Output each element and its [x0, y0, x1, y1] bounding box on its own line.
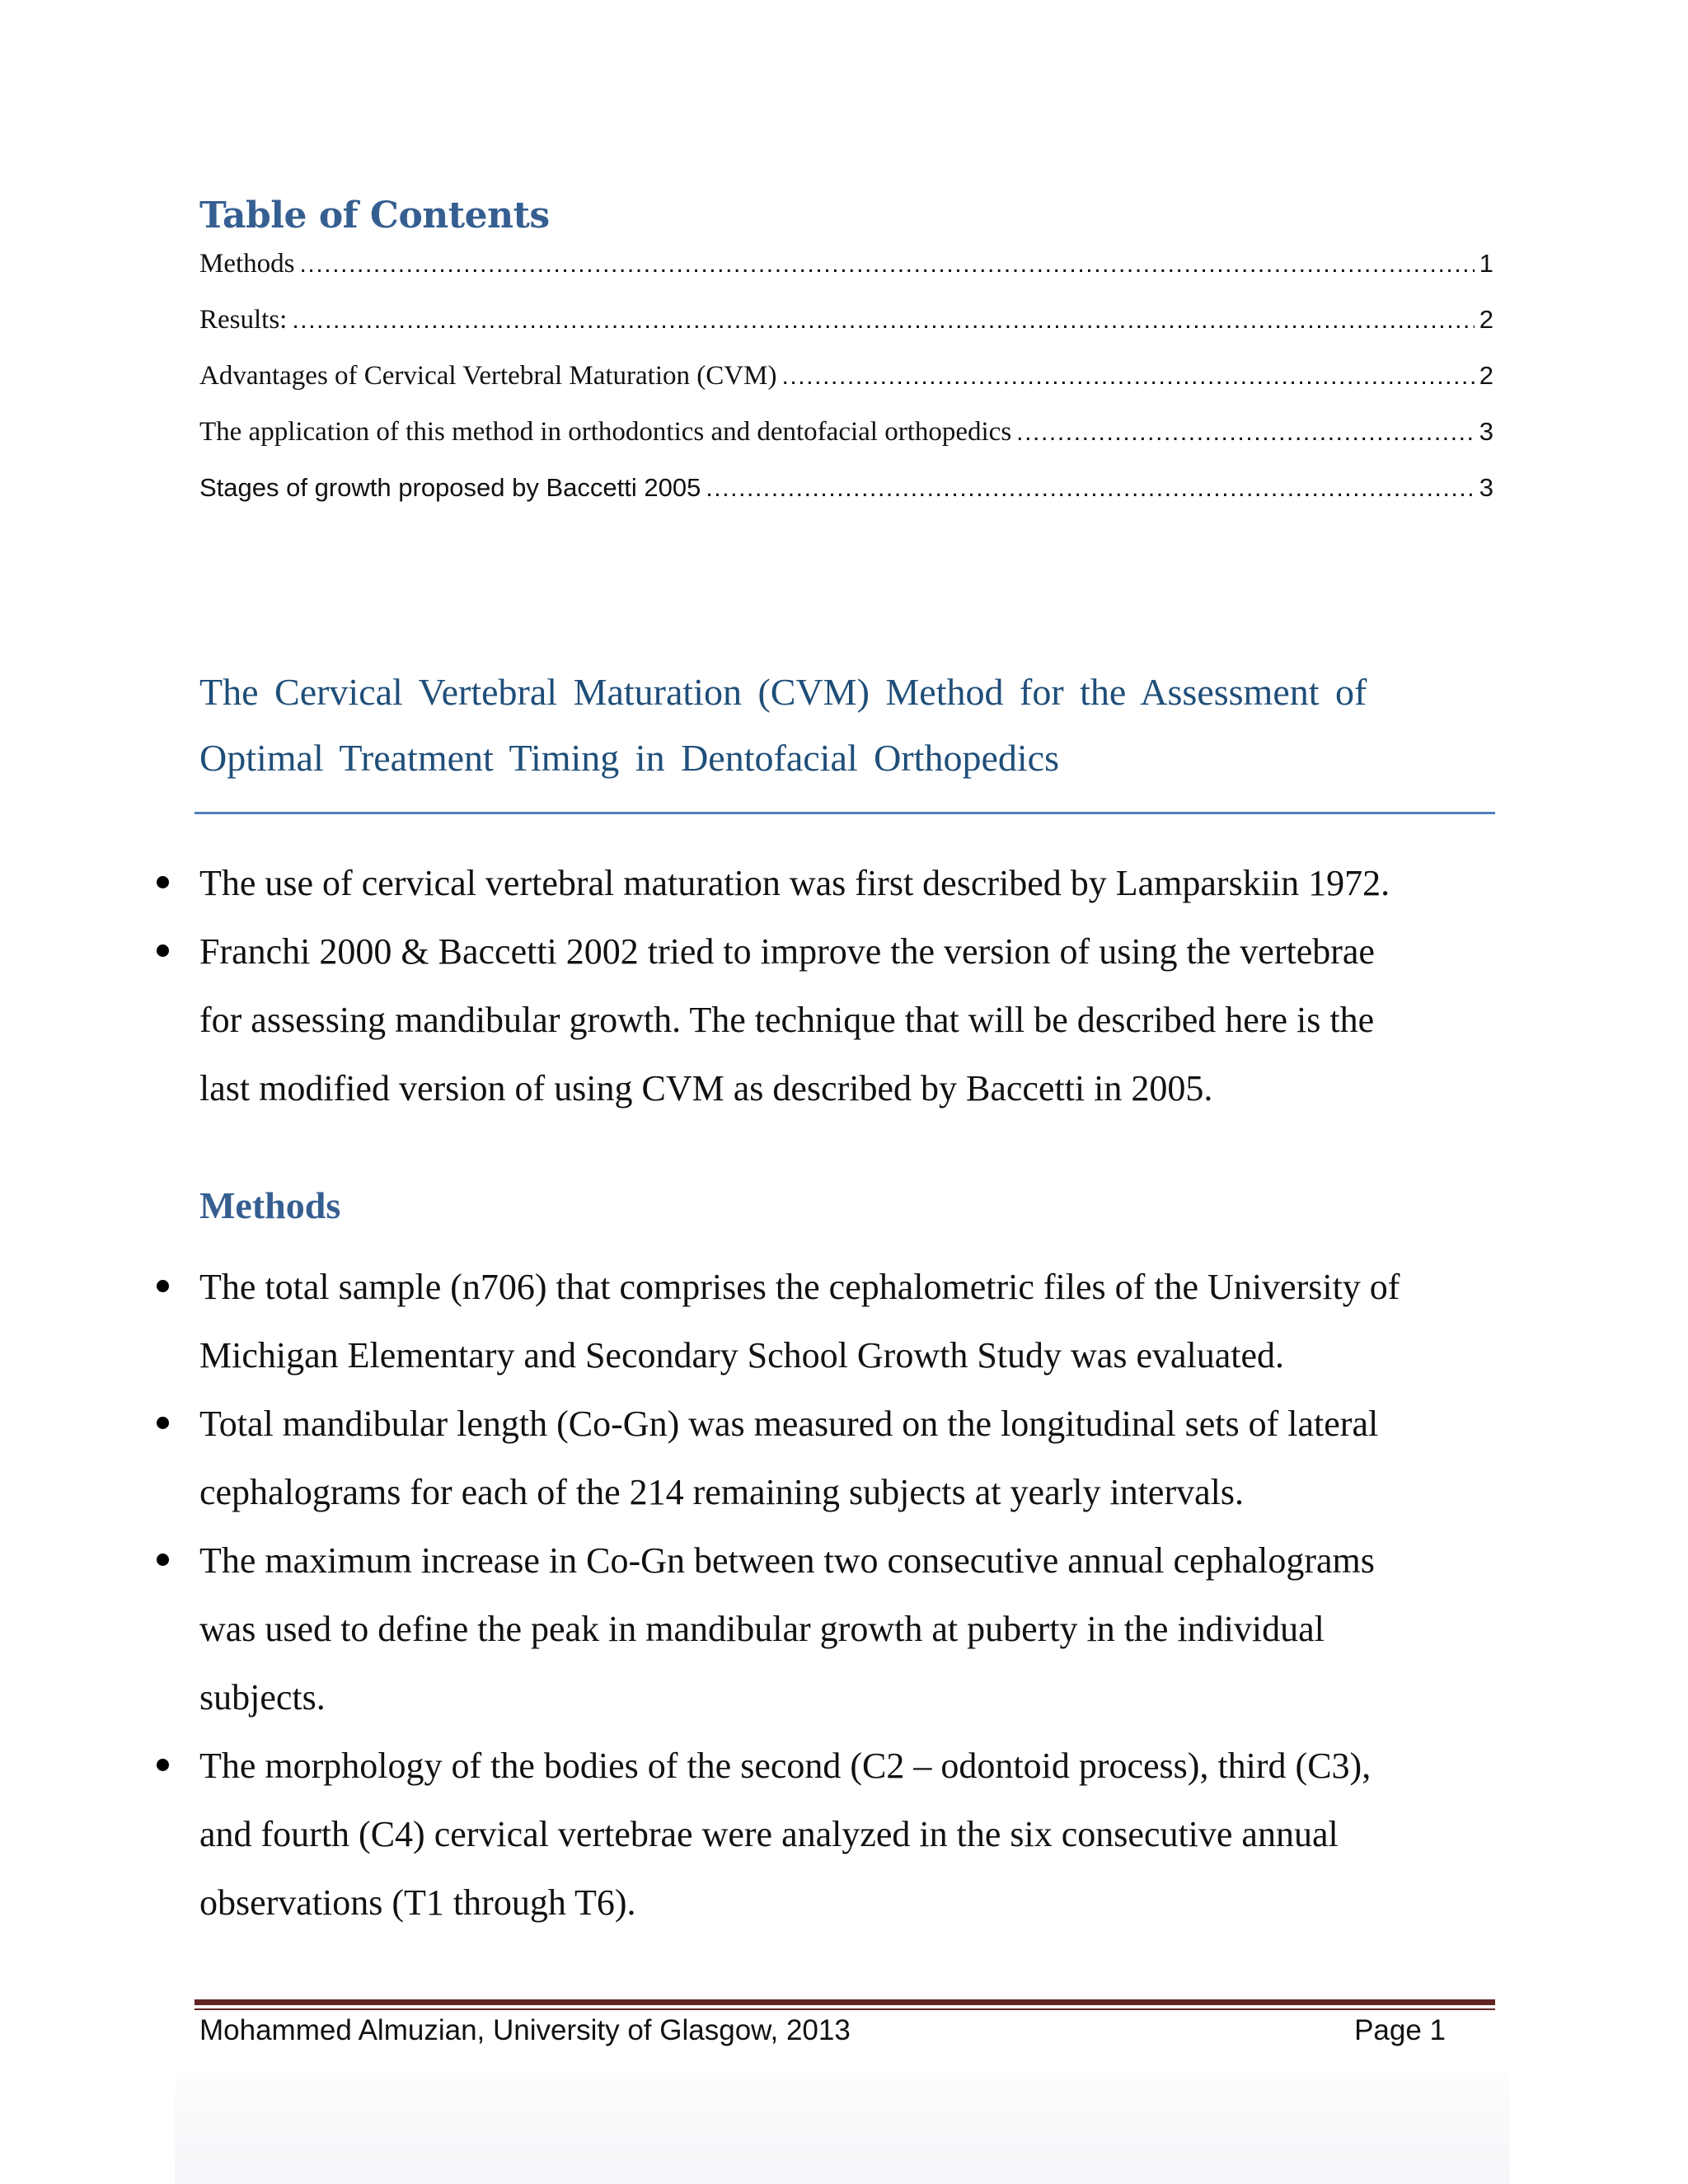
bullet-text-line: Michigan Elementary and Secondary School Growth Study was evaluated.: [199, 1335, 1285, 1376]
table-of-contents: [199, 249, 1493, 529]
toc-leader-dots: [292, 307, 1474, 335]
bullet-text-line: Total mandibular length (Co-Gn) was measured on the longitudinal sets of lateral: [199, 1404, 1379, 1444]
toc-entry-text: Advantages of Cervical Vertebral Maturation (CVM): [199, 361, 777, 391]
footer-page-number: Page 1: [1354, 2014, 1446, 2046]
footer-divider-thick: [195, 1999, 1495, 2005]
bullet-item: [199, 1253, 1502, 1390]
title-underline-divider: [195, 812, 1495, 814]
toc-entry[interactable]: [199, 473, 1493, 529]
toc-entry-text: Results:: [199, 305, 288, 335]
toc-leader-dots: [1016, 419, 1475, 447]
bullet-text-line: The total sample (n706) that comprises the cephalometric files of the University of: [199, 1267, 1400, 1307]
toc-entry-page: 3: [1479, 417, 1493, 446]
toc-entry[interactable]: [199, 361, 1493, 417]
toc-entry-page: 1: [1479, 249, 1493, 278]
bullet-text-line: was used to define the peak in mandibular growth at puberty in the individual: [199, 1609, 1325, 1649]
toc-entry-text: The application of this method in orthodontics and dentofacial orthopedics: [199, 417, 1012, 447]
toc-entry-page: 3: [1479, 473, 1493, 502]
bullet-item: [199, 1732, 1502, 1937]
bullet-text-line: cephalograms for each of the 214 remaining subjects at yearly intervals.: [199, 1472, 1244, 1512]
toc-entry[interactable]: [199, 417, 1493, 473]
footer-divider-thin: [195, 2008, 1495, 2010]
toc-entry-text: Methods: [199, 249, 295, 279]
document-title-line: Optimal Treatment Timing in Dentofacial Orthopedics: [199, 737, 1059, 779]
bullet-text-line: last modified version of using CVM as described by Baccetti in 2005.: [199, 1068, 1213, 1108]
toc-entry-page: 2: [1479, 361, 1493, 390]
bullet-text-line: The maximum increase in Co-Gn between two consecutive annual cephalograms: [199, 1540, 1375, 1581]
toc-entry-text: Stages of growth proposed by Baccetti 2005: [199, 473, 701, 502]
toc-leader-dots: [706, 475, 1474, 503]
toc-leader-dots: [781, 363, 1474, 391]
bullet-item: [199, 1526, 1502, 1732]
toc-entry-page: 2: [1479, 305, 1493, 334]
bullet-item: [199, 849, 1502, 917]
bullet-item: [199, 917, 1502, 1122]
toc-entry[interactable]: [199, 305, 1493, 361]
bullet-item: [199, 1390, 1502, 1526]
bullet-text-line: and fourth (C4) cervical vertebrae were analyzed in the six consecutive annual: [199, 1814, 1339, 1854]
intro-bullet-list: [199, 849, 1502, 1122]
bullet-text-line: The use of cervical vertebral maturation was first described by Lamparskiin 1972.: [199, 863, 1390, 903]
footer-author: Mohammed Almuzian, University of Glasgow, 2013: [199, 2014, 851, 2046]
toc-title: Table of Contents: [199, 194, 550, 237]
bullet-text-line: subjects.: [199, 1677, 326, 1718]
toc-leader-dots: [300, 251, 1475, 279]
bullet-text-line: observations (T1 through T6).: [199, 1882, 636, 1923]
toc-entry[interactable]: [199, 249, 1493, 305]
document-title: [199, 659, 1485, 791]
methods-bullet-list: [199, 1253, 1502, 1937]
methods-heading: Methods: [199, 1184, 341, 1226]
bullet-text-line: for assessing mandibular growth. The technique that will be described here is the: [199, 1000, 1375, 1040]
bullet-text-line: The morphology of the bodies of the second (C2 – odontoid process), third (C3),: [199, 1746, 1372, 1786]
page-bottom-shade: [175, 2070, 1510, 2184]
document-title-line: The Cervical Vertebral Maturation (CVM) Method for the Assessment of: [199, 671, 1367, 713]
bullet-text-line: Franchi 2000 & Baccetti 2002 tried to improve the version of using the vertebrae: [199, 931, 1375, 972]
